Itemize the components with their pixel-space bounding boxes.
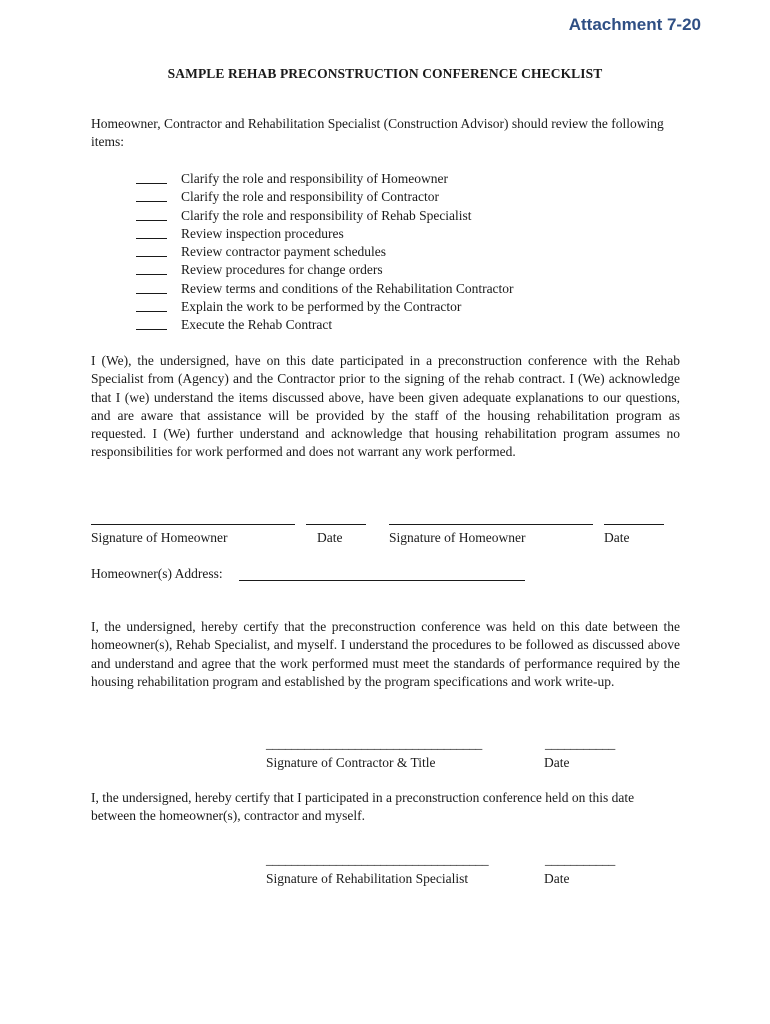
- checklist-item: [136, 316, 514, 334]
- checklist-item-label: Execute the Rehab Contract: [181, 317, 333, 333]
- homeowner-address-field[interactable]: [239, 580, 525, 581]
- checkbox-blank[interactable]: [136, 188, 167, 202]
- checklist-item-label: Clarify the role and responsibility of Rehab Specialist: [181, 207, 472, 223]
- checklist-item: [136, 298, 514, 316]
- contractor-date-line[interactable]: ___________: [545, 736, 615, 751]
- attachment-label: Attachment 7-20: [568, 15, 701, 34]
- checklist-item-label: Explain the work to be performed by the Contractor: [181, 299, 462, 315]
- homeowner-date-line-2[interactable]: [604, 524, 664, 525]
- homeowner-address-label: Homeowner(s) Address:: [91, 566, 223, 581]
- checkbox-blank[interactable]: [136, 280, 167, 294]
- checklist-item: [136, 225, 514, 243]
- checkbox-blank[interactable]: [136, 243, 167, 257]
- homeowner-date-label-1: Date: [317, 530, 343, 545]
- checklist-item: [136, 207, 514, 225]
- homeowner-signature-line-2[interactable]: [389, 524, 593, 525]
- specialist-statement: I, the undersigned, hereby certify that I participated in a preconstruction conference held on this date between the homeowner(s), contractor and myself.: [91, 790, 635, 824]
- homeowner-date-line-1[interactable]: [306, 524, 366, 525]
- checklist-item-label: Review contractor payment schedules: [181, 244, 387, 260]
- document-title: SAMPLE REHAB PRECONSTRUCTION CONFERENCE CHECKLIST: [167, 66, 603, 81]
- checklist-item-label: Review inspection procedures: [181, 225, 344, 241]
- checkbox-blank[interactable]: [136, 170, 167, 184]
- contractor-statement: I, the undersigned, hereby certify that the preconstruction conference was held on this date between the homeowner(s), Rehab Specialist, and myself. I understand the procedures to be followed as discussed above and understand and agree that the work performed must meet the standards of performance required by the housing rehabilitation program and established by the program specifications and work write-up.: [91, 619, 680, 689]
- specialist-signature-line[interactable]: ___________________________________: [266, 852, 489, 867]
- checklist: [136, 170, 514, 335]
- contractor-signature-line[interactable]: __________________________________: [266, 736, 482, 751]
- checklist-item: [136, 243, 514, 261]
- checklist-item-label: Clarify the role and responsibility of Homeowner: [181, 171, 448, 186]
- homeowner-statement: I (We), the undersigned, have on this date participated in a preconstruction conference with the Rehab Specialist from (Agency) and the Contractor prior to the signing of the rehab contract. I (We) acknowledge that I (we) understand the items discussed above, have been given adequate explanations to our questions, and are aware that assistance will be provided by the staff of the housing rehabilitation program as requested. I (We) further understand and acknowledge that housing rehabilitation program assumes no responsibilities for work performed and does not warrant any work performed.: [91, 353, 680, 460]
- intro-paragraph: Homeowner, Contractor and Rehabilitation Specialist (Construction Advisor) should review the following items:: [91, 116, 664, 150]
- specialist-date-line[interactable]: ___________: [545, 852, 615, 867]
- checkbox-blank[interactable]: [136, 298, 167, 312]
- specialist-date-label: Date: [544, 871, 570, 886]
- checklist-item-label: Review procedures for change orders: [181, 262, 383, 278]
- specialist-signature-label: Signature of Rehabilitation Specialist: [266, 871, 469, 886]
- homeowner-date-label-2: Date: [604, 530, 630, 545]
- checkbox-blank[interactable]: [136, 261, 167, 275]
- checklist-item-label: Review terms and conditions of the Rehabilitation Contractor: [181, 280, 514, 296]
- checklist-item: [136, 188, 514, 206]
- homeowner-signature-label-2: Signature of Homeowner: [389, 530, 526, 545]
- checklist-item: [136, 261, 514, 279]
- checklist-item: [136, 280, 514, 298]
- checklist-item: [136, 170, 514, 188]
- homeowner-signature-line-1[interactable]: [91, 524, 295, 525]
- checkbox-blank[interactable]: [136, 316, 167, 330]
- contractor-date-label: Date: [544, 755, 570, 770]
- checkbox-blank[interactable]: [136, 207, 167, 221]
- checkbox-blank[interactable]: [136, 225, 167, 239]
- checklist-item-label: Clarify the role and responsibility of Contractor: [181, 189, 439, 205]
- homeowner-signature-label-1: Signature of Homeowner: [91, 530, 228, 545]
- contractor-signature-label: Signature of Contractor & Title: [266, 755, 436, 770]
